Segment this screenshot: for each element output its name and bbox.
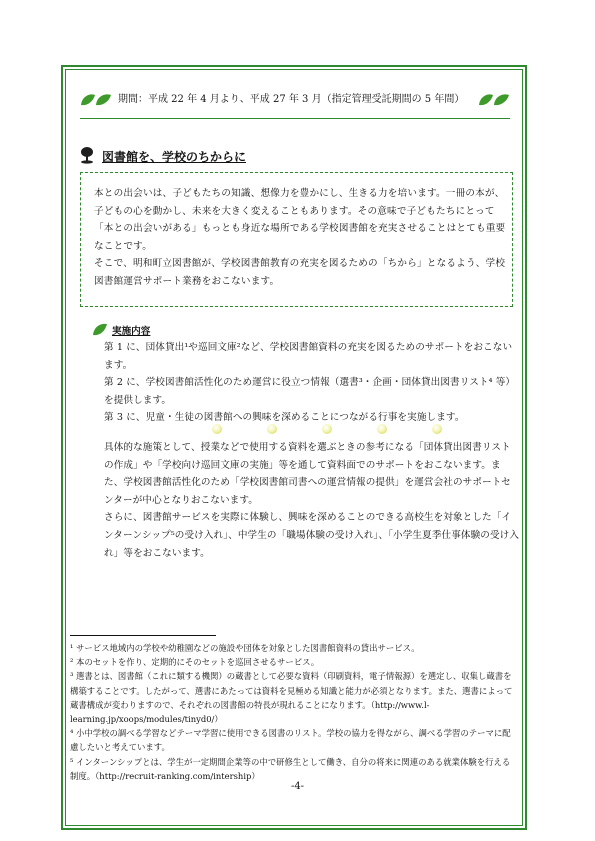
intro-text: 本との出会いは、子どもたちの知識、想像力を豊かにし、生きる力を培います。一冊の本が、子どもの心を動かし、未来を大きく変えることもあります。その意味で子どもたちにとって「本との出会いがある」もっとも身近な場所である学校図書館を充実させることはとても重要なことです。 そこで、明和町立図書館が、学校図書館教育の充実を図るための「ちから」となるよう、学校図書館運営サポート業務をおこないます。 [94, 188, 506, 287]
footnotes [70, 641, 518, 783]
dot-icon [377, 424, 387, 434]
double-leaf-icon [80, 93, 112, 107]
dot-icon [432, 424, 442, 434]
dot-icon [212, 424, 222, 434]
leaf-icon [92, 323, 108, 336]
footnote-2: ² 本のセットを作り、定期的にそのセットを巡回させるサービス。 [70, 657, 320, 668]
tree-icon [78, 146, 96, 164]
implementation-list: 第 1 に、団体貸出¹や巡回文庫²など、学校図書館資料の充実を図るためのサポートをおこないます。 第 2 に、学校図書館活性化のため運営に役立つ情報（選書³・企画・団体貸出図書リスト⁴ 等）を提供します。 第 3 に、児童・生徒の図書館への興味を深めることにつながる行事を実施します。 [104, 342, 516, 424]
double-leaf-icon [478, 93, 510, 107]
subsection-title: 実施内容 [112, 326, 151, 337]
period-banner [80, 90, 510, 110]
page-number: -4- [290, 781, 305, 792]
dot-icon [267, 424, 277, 434]
footnote-separator [70, 635, 216, 636]
footnote-1: ¹ サービス地域内の学校や幼稚園などの施設や団体を対象とした図書館資料の貸出サービス。 [70, 643, 420, 653]
heading-text: 図書館を、学校のちからに [102, 150, 247, 164]
dot-icon [322, 424, 332, 434]
footnote-4: ⁴ 小中学校の調べる学習などテーマ学習に使用できる図書のリスト。学校の協力を得ながら、調べる学習のテーマに配慮したいと考えています。 [70, 728, 511, 753]
period-text: 期間：平成 22 年 4 月より、平成 27 年 3 月（指定管理受託期間の 5 年間） [118, 94, 465, 105]
dot-divider [212, 424, 442, 436]
intro-box [80, 172, 513, 307]
footnote-5: ⁵ インターンシップとは、学生が一定期間企業等の中で研修生として働き、自分の将来に関連のある就業体験を行える制度。（http://recruit-ranking.com/intership） [70, 756, 511, 781]
divider-rule [80, 118, 510, 119]
footnote-3: ³ 選書とは、図書館（これに類する機関）の蔵書として必要な資料（印刷資料，電子情報源）を選定し、収集し蔵書を構築することです。したがって、選書にあたっては資料を見極める知識と能力が必須となります。また、選書によって蔵書構成が変わりますので、それぞれの図書館の特長が現れることになります。（http://www.l-learning.jp/xoops/modules/tinyd0/） [70, 671, 513, 725]
measures-text: 具体的な施策として、授業などで使用する資料を選ぶときの参考になる「団体貸出図書リストの作成」や「学校向け巡回文庫の実施」等を通して資料面でのサポートをおこないます。また、学校図書館活性化のため「学校図書館司書への運営情報の提供」を運営会社のサポートセンターが中心となりおこないます。 さらに、図書館サービスを実際に体験し、興味を深めることのできる高校生を対象とした「インターンシップ⁵の受け入れ」、中学生の「職場体験の受け入れ」、「小学生夏季仕事体験の受け入れ」等をおこないます。 [104, 442, 520, 559]
